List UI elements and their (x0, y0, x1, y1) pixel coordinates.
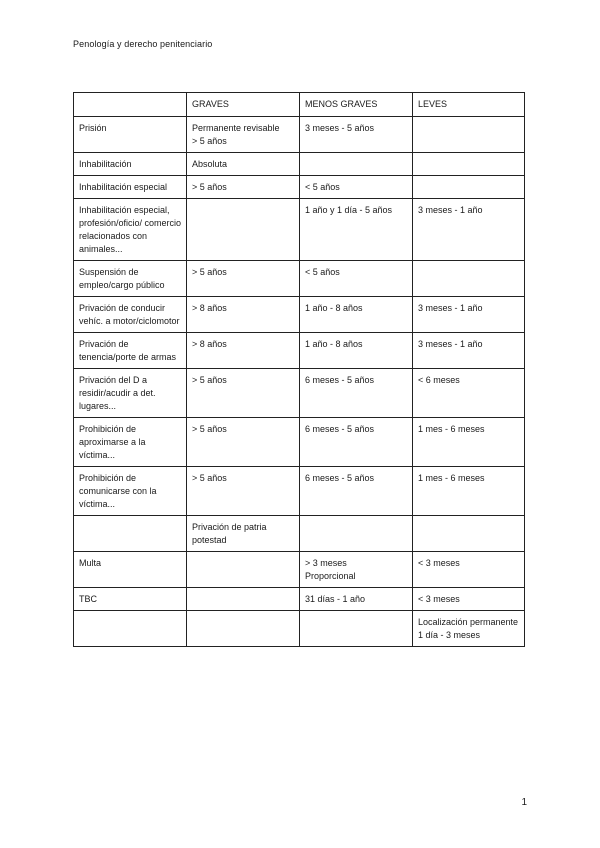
page-header: Penología y derecho penitenciario (73, 39, 213, 49)
table-cell (187, 611, 300, 647)
table-row (74, 552, 525, 588)
table-cell: Inhabilitación especial (74, 176, 187, 199)
table-cell (74, 611, 187, 647)
table-cell: > 5 años (187, 176, 300, 199)
table-cell: Multa (74, 552, 187, 588)
table-cell (413, 261, 525, 297)
table-cell: > 5 años (187, 369, 300, 418)
table-cell: 1 año y 1 día - 5 años (300, 199, 413, 261)
table-row (74, 176, 525, 199)
table-cell (413, 516, 525, 552)
table-cell: 1 mes - 6 meses (413, 418, 525, 467)
table-row (74, 333, 525, 369)
table-cell (74, 516, 187, 552)
table-cell: Prohibición de comunicarse con la víctima... (74, 467, 187, 516)
table-row (74, 153, 525, 176)
table-row (74, 611, 525, 647)
table-cell: Absoluta (187, 153, 300, 176)
table-cell: Privación de conducir vehíc. a motor/ciclomotor (74, 297, 187, 333)
table-cell: 6 meses - 5 años (300, 369, 413, 418)
table-cell (413, 117, 525, 153)
table-cell: < 3 meses (413, 552, 525, 588)
table-cell: TBC (74, 588, 187, 611)
table-cell: 3 meses - 1 año (413, 199, 525, 261)
table-row (74, 516, 525, 552)
table-cell: < 3 meses (413, 588, 525, 611)
table-cell: > 8 años (187, 333, 300, 369)
table-cell: > 8 años (187, 297, 300, 333)
table-cell (300, 153, 413, 176)
table-cell: 6 meses - 5 años (300, 418, 413, 467)
column-header: LEVES (413, 93, 525, 117)
penalty-table (73, 92, 525, 647)
table-row (74, 199, 525, 261)
table-cell: < 5 años (300, 176, 413, 199)
table-cell: Inhabilitación (74, 153, 187, 176)
table-cell: Privación de tenencia/porte de armas (74, 333, 187, 369)
table-cell (187, 588, 300, 611)
table-cell: Suspensión de empleo/cargo público (74, 261, 187, 297)
table-row (74, 418, 525, 467)
table-header-row (74, 93, 525, 117)
table-row (74, 117, 525, 153)
table-cell (300, 516, 413, 552)
table-cell: < 6 meses (413, 369, 525, 418)
table-cell (413, 153, 525, 176)
table-cell: > 5 años (187, 261, 300, 297)
table-cell: < 5 años (300, 261, 413, 297)
table-row (74, 297, 525, 333)
table-cell: 3 meses - 1 año (413, 297, 525, 333)
table-cell: Inhabilitación especial, profesión/oficio/ comercio relacionados con animales... (74, 199, 187, 261)
table-row (74, 467, 525, 516)
table-cell: Privación del D a residir/acudir a det. lugares... (74, 369, 187, 418)
table-cell: > 5 años (187, 467, 300, 516)
table-row (74, 261, 525, 297)
table-cell: > 3 meses Proporcional (300, 552, 413, 588)
table-row (74, 588, 525, 611)
page-number: 1 (521, 797, 527, 808)
table-cell (187, 199, 300, 261)
column-header: MENOS GRAVES (300, 93, 413, 117)
table-row (74, 369, 525, 418)
table-cell: > 5 años (187, 418, 300, 467)
table-cell: 3 meses - 5 años (300, 117, 413, 153)
table-cell: Prisión (74, 117, 187, 153)
table-cell: Localización permanente 1 día - 3 meses (413, 611, 525, 647)
table-cell: 1 año - 8 años (300, 333, 413, 369)
table-cell: 31 días - 1 año (300, 588, 413, 611)
table-cell: 3 meses - 1 año (413, 333, 525, 369)
column-header: GRAVES (187, 93, 300, 117)
table-cell: Privación de patria potestad (187, 516, 300, 552)
table-cell: 1 mes - 6 meses (413, 467, 525, 516)
column-header (74, 93, 187, 117)
table-cell: Permanente revisable > 5 años (187, 117, 300, 153)
table-cell (187, 552, 300, 588)
table-cell: 1 año - 8 años (300, 297, 413, 333)
table-cell: 6 meses - 5 años (300, 467, 413, 516)
table-cell: Prohibición de aproximarse a la víctima... (74, 418, 187, 467)
table-cell (300, 611, 413, 647)
table-cell (413, 176, 525, 199)
